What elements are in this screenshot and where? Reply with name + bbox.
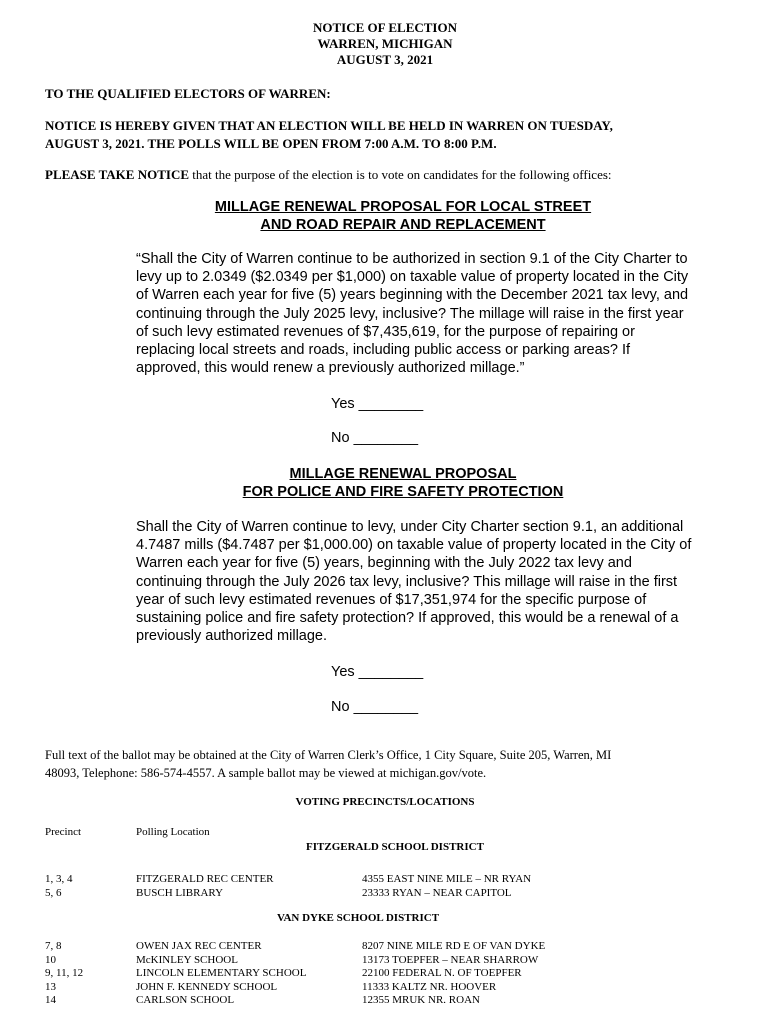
proposal-line: Warren each year for five (5) years, beginning with the July 2022 tax levy and — [136, 555, 632, 572]
proposal2-yes-line: Yes ________ — [331, 664, 424, 680]
district-heading: FITZGERALD SCHOOL DISTRICT — [306, 841, 484, 853]
proposal-line: approved, this would renew a previously authorized millage.” — [136, 360, 525, 377]
address-column — [362, 873, 531, 900]
ballot-info-line: Full text of the ballot may be obtained at the City of Warren Clerk’s Office, 1 City Square, Suite 205, Warren, MI — [45, 748, 612, 762]
proposal-title-line: FOR POLICE AND FIRE SAFETY PROTECTION — [242, 484, 564, 500]
polling-location: CARLSON SCHOOL — [136, 994, 235, 1006]
proposal-title-line: MILLAGE RENEWAL PROPOSAL — [289, 466, 517, 482]
proposal-line: “Shall the City of Warren continue to be authorized in section 9.1 of the City Charter to — [136, 251, 688, 267]
proposal1-yes-line: Yes ________ — [331, 396, 424, 412]
purpose-paragraph — [45, 166, 735, 184]
proposal2-text — [136, 518, 726, 645]
column-header-precinct: Precinct — [45, 826, 82, 838]
ballot-info-line: 48093, Telephone: 586-574-4557. A sample ballot may be viewed at michigan.gov/vote. — [45, 766, 487, 780]
proposal1-no-line: No ________ — [331, 430, 419, 446]
district-heading: VAN DYKE SCHOOL DISTRICT — [276, 912, 440, 924]
proposal-title-line: AND ROAD REPAIR AND REPLACEMENT — [260, 217, 546, 233]
precinct-number: 14 — [45, 994, 56, 1006]
header-date: AUGUST 3, 2021 — [336, 52, 434, 67]
proposal-line: previously authorized millage. — [136, 628, 328, 645]
polling-location: JOHN F. KENNEDY SCHOOL — [136, 980, 278, 993]
proposal-line: levy up to 2.0349 ($2.0349 per $1,000) on taxable value of property located in the City — [136, 269, 689, 286]
header-city: WARREN, MICHIGAN — [317, 36, 453, 51]
proposal-title-line: MILLAGE RENEWAL PROPOSAL FOR LOCAL STREET — [214, 199, 592, 215]
purpose-text: that the purpose of the election is to vote on candidates for the following offices: — [189, 167, 612, 182]
proposal-line: continuing through the July 2025 levy, inclusive? The millage will raise in the first year — [136, 305, 684, 322]
header-title: NOTICE OF ELECTION — [313, 20, 457, 35]
polling-address: 8207 NINE MILE RD E OF VAN DYKE — [362, 940, 546, 952]
polling-location: OWEN JAX REC CENTER — [136, 940, 262, 952]
polling-address: 23333 RYAN – NEAR CAPITOL — [362, 886, 512, 899]
precinct-number: 1, 3, 4 — [45, 873, 73, 885]
salutation: TO THE QUALIFIED ELECTORS OF WARREN: — [45, 86, 331, 101]
polling-address: 13173 TOEPFER – NEAR SHARROW — [362, 953, 539, 966]
column-header-location: Polling Location — [136, 826, 210, 838]
proposal2-no-line: No ________ — [331, 699, 419, 715]
notice-line: AUGUST 3, 2021. THE POLLS WILL BE OPEN FROM 7:00 A.M. TO 8:00 P.M. — [45, 136, 497, 151]
proposal-line: 4.7487 mills ($4.7487 per $1,000.00) on taxable value of property located in the City of — [136, 537, 692, 554]
notice-line: NOTICE IS HEREBY GIVEN THAT AN ELECTION WILL BE HELD IN WARREN ON TUESDAY, — [45, 118, 613, 133]
proposal-line: of Warren each year for five (5) years beginning with the December 2021 tax levy, and — [136, 287, 689, 304]
notice-paragraph — [45, 117, 735, 153]
location-column — [136, 940, 306, 1008]
proposal1-text — [136, 250, 726, 377]
precinct-number: 13 — [45, 980, 56, 993]
polling-address: 22100 FEDERAL N. OF TOEPFER — [362, 967, 522, 979]
polling-location: FITZGERALD REC CENTER — [136, 873, 274, 885]
precinct-number: 7, 8 — [45, 940, 62, 952]
precincts-heading: VOTING PRECINCTS/LOCATIONS — [295, 796, 475, 808]
polling-location: LINCOLN ELEMENTARY SCHOOL — [136, 967, 307, 979]
precinct-number: 10 — [45, 953, 56, 966]
precinct-number: 5, 6 — [45, 886, 62, 899]
precinct-column — [45, 940, 83, 1008]
address-column — [362, 940, 545, 1008]
polling-location: BUSCH LIBRARY — [136, 886, 224, 899]
proposal2-title — [0, 465, 770, 501]
precinct-number: 9, 11, 12 — [45, 967, 84, 979]
proposal-line: of such levy estimated revenues of $7,435,619, for the purpose of repairing or — [136, 323, 635, 340]
proposal-line: sustaining police and fire safety protection? If approved, this would be a renewal of a — [136, 610, 679, 627]
proposal-line: Shall the City of Warren continue to levy, under City Charter section 9.1, an additional — [136, 519, 684, 535]
polling-location: McKINLEY SCHOOL — [136, 953, 238, 966]
proposal1-title — [0, 198, 770, 234]
notice-header — [0, 20, 770, 68]
polling-address: 11333 KALTZ NR. HOOVER — [362, 980, 497, 993]
proposal-line: replacing local streets and roads, including public access or parking areas? If — [136, 342, 631, 359]
proposal-line: continuing through the July 2026 tax levy, inclusive? This millage will raise in the first — [136, 573, 678, 590]
polling-address: 4355 EAST NINE MILE – NR RYAN — [362, 873, 532, 885]
purpose-lead: PLEASE TAKE NOTICE — [45, 167, 190, 182]
polling-address: 12355 MRUK NR. ROAN — [362, 994, 480, 1006]
ballot-info — [45, 746, 735, 782]
location-column — [136, 873, 274, 900]
proposal-line: year of such levy estimated revenues of $17,351,974 for the specific purpose of — [136, 591, 647, 608]
precinct-column — [45, 873, 73, 900]
